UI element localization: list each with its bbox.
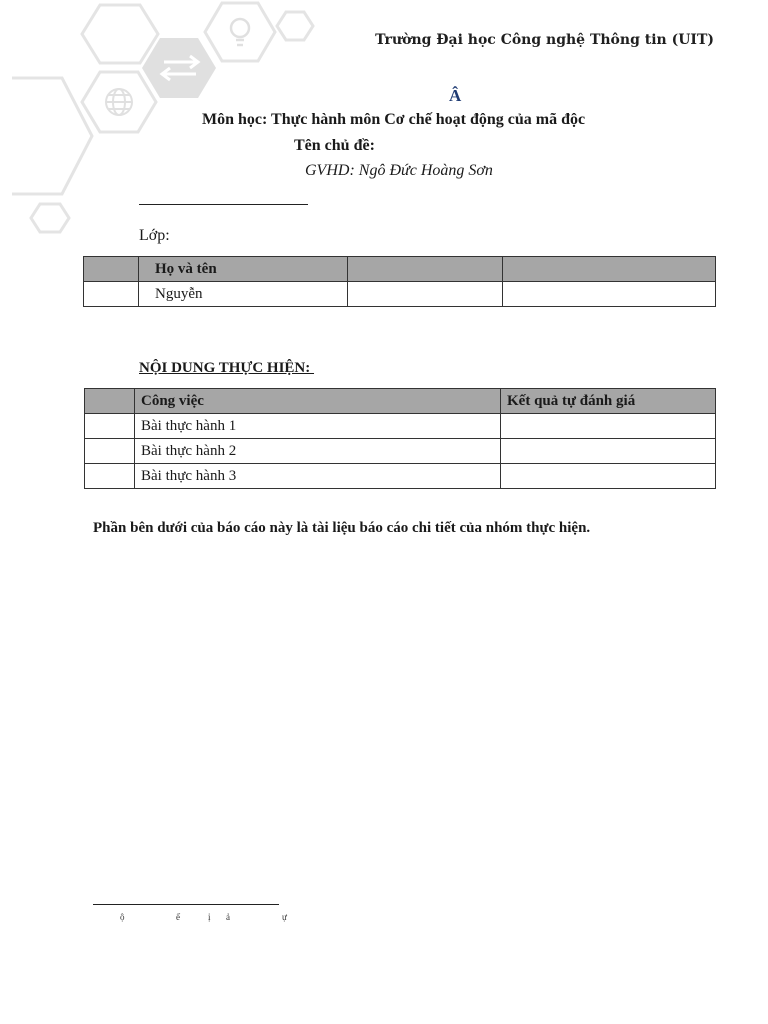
instructor-line: GVHD: Ngô Đức Hoàng Sơn [305, 162, 493, 179]
lightbulb-icon [231, 19, 249, 45]
task-cell: Bài thực hành 1 [135, 414, 501, 439]
footnote-fragment: ế [176, 912, 180, 922]
task-cell: Bài thực hành 2 [135, 439, 501, 464]
header-cell [503, 257, 716, 282]
result-cell [501, 464, 716, 489]
header-cell [84, 257, 139, 282]
task-cell: Bài thực hành 3 [135, 464, 501, 489]
tasks-table [84, 388, 716, 489]
subject-line: Môn học: Thực hành môn Cơ chế hoạt động của mã độc [202, 111, 586, 128]
hexagon-outline [277, 12, 313, 40]
table-cell [84, 282, 139, 307]
report-title-glyph: Â [449, 86, 462, 105]
hexagon-outline [205, 3, 275, 61]
footnote-fragment: ộ [120, 912, 125, 922]
header-cell-result: Kết quả tự đánh giá [501, 389, 716, 414]
divider-line [139, 204, 308, 205]
students-table [83, 256, 716, 307]
header-cell-task: Công việc [135, 389, 501, 414]
table-header-row [85, 389, 716, 414]
table-cell [348, 282, 503, 307]
summary-text: Phần bên dưới của báo cáo này là tài liệu báo cáo chi tiết của nhóm thực hiện. [93, 520, 591, 536]
globe-icon [106, 89, 132, 115]
footnote-fragment: ự [282, 912, 287, 922]
header-cell-name: Họ và tên [139, 257, 348, 282]
table-cell [85, 464, 135, 489]
footnote-fragment: ả [226, 912, 230, 922]
table-cell [85, 439, 135, 464]
school-name: Trường Đại học Công nghệ Thông tin (UIT) [375, 32, 714, 48]
table-row [85, 439, 716, 464]
student-name-cell: Nguyễn [139, 282, 348, 307]
hexagon-filled [142, 38, 216, 98]
header-cell [348, 257, 503, 282]
result-cell [501, 439, 716, 464]
hexagon-outline [82, 5, 158, 63]
table-row [85, 464, 716, 489]
footnote-divider [93, 904, 279, 905]
header-cell [85, 389, 135, 414]
table-header-row [84, 257, 716, 282]
table-row [84, 282, 716, 307]
table-row [85, 414, 716, 439]
table-cell [503, 282, 716, 307]
hexagon-outline [31, 204, 69, 232]
result-cell [501, 414, 716, 439]
topic-line: Tên chủ đề: [294, 137, 375, 154]
table-cell [85, 414, 135, 439]
class-label: Lớp: [139, 227, 170, 244]
footnote-fragment: ị [208, 912, 211, 922]
section-title: NỘI DUNG THỰC HIỆN: [139, 360, 315, 376]
